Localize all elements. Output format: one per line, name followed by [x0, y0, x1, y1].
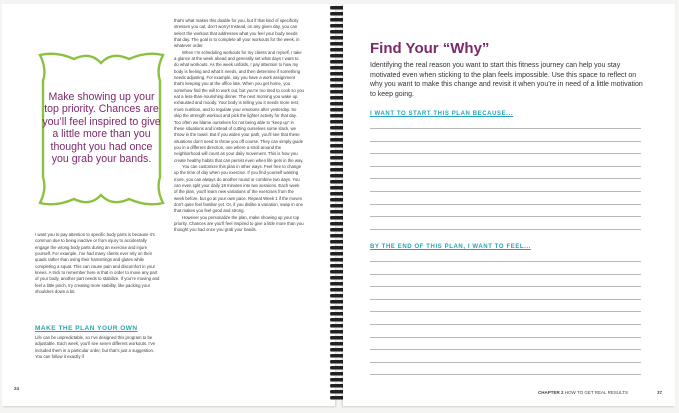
- writing-line[interactable]: [370, 153, 641, 154]
- section-heading: MAKE THE PLAN YOUR OWN: [35, 325, 138, 332]
- body-paragraph: that’s what makes this doable for you, but if that kind of specificity stresses you out, don’t worry! Instead, on any given day, you can select the workout that addresses what you feel your body needs that day. The goal is to complete all your workouts for the week, in whatever order.: [174, 18, 300, 49]
- writing-lines[interactable]: [370, 128, 641, 241]
- writing-line[interactable]: [370, 299, 641, 300]
- writing-lines[interactable]: [370, 261, 641, 387]
- intro-paragraph: Identifying the real reason you want to start this fitness journey can help you stay motivated even when sticking to the plan feels impossible. Use this space to reflect on why you want to make this change and revisit it when you’re in need of a little motivation to keep going.: [370, 62, 643, 98]
- writing-line[interactable]: [370, 311, 641, 312]
- writing-line[interactable]: [370, 128, 641, 129]
- writing-line[interactable]: [370, 274, 641, 275]
- left-page: [2, 4, 335, 406]
- footer-chapter: CHAPTER 2: [538, 390, 564, 395]
- writing-line[interactable]: [370, 261, 641, 262]
- body-paragraph: When I’m scheduling workouts for my clients and myself, I take a glance at the week ahead and generally set what days I want to do what workouts. As the week unfolds, I pay attention to how my body is feeling and what it needs, and then determine if something needs adjusting. For example, say you have a work assignment that’s keeping you at the office late. When you get home, you somehow find the will to work out, but you’re too tired to cook so you eat a less-than-nourishing dinner. The next morning you wake up exhausted and moody. Your body is telling you it needs more rest, more nutrition, and to regulate your emotions after yesterday. So skip the strength workout and pick the lighter activity for that day. Too often we blame ourselves for not being able to “keep up” in these situations and instead of cutting ourselves some slack, we throw in the towel. But if you widen your path, you’ll see that these situations don’t need to throw you off course. They can simply guide you in a different direction, one where a stroll around the neighborhood will count as your daily movement. This is how you create healthy habits that can persist even when life gets in the way.: [174, 49, 304, 163]
- writing-line[interactable]: [370, 216, 641, 217]
- body-paragraph: You can customize this plan in other ways. Feel free to change up the time of day when you exercise. If you find yourself wanting more, you can always do another round or combine two days. You can even split your daily 18 minutes into two sessions. Each week of the plan, you’ll learn new variations of the exercises from the week before, but go at your own pace. Repeat Week 1 if the moves don’t quite feel familiar yet. Or, if you dislike a variation, swap in one that makes you feel good and strong.: [174, 163, 303, 214]
- right-page: [343, 4, 675, 406]
- writing-line[interactable]: [370, 204, 641, 205]
- prompt-heading: BY THE END OF THIS PLAN, I WANT TO FEEL...: [370, 244, 531, 250]
- pull-quote-callout: [34, 49, 169, 209]
- page-number: 37: [657, 390, 663, 395]
- footer-title: HOW TO GET REAL RESULTS: [564, 390, 629, 395]
- page-number: 24: [14, 386, 20, 391]
- callout-text: Make showing up your top priority. Chances are you’ll feel inspired to give a little more than you thought you had once you grab your bands.: [42, 91, 161, 166]
- body-paragraph: Life can be unpredictable, so I’ve designed this program to be adjustable. Each week, you’ll see seven different workouts. I’ve included them in a particular order, but that’s just a suggestion. You can follow it exactly if: [35, 335, 156, 360]
- writing-line[interactable]: [370, 286, 641, 287]
- writing-line[interactable]: [370, 337, 641, 338]
- writing-line[interactable]: [370, 178, 641, 179]
- writing-line[interactable]: [370, 324, 641, 325]
- body-paragraph: However you personalize the plan, make showing up your top priority. Chances are you’ll feel inspired to give a little more than you thought you had once you grab your bands.: [174, 214, 304, 233]
- body-paragraph: I want you to pay attention to specific body parts is because it’s common due to being inactive or from injury to accidentally engage the wrong body parts during an exercise and injure yourself. For example, I’ve had many clients ever rely on their quads rather than using their hamstrings and glutes while completing a squat. This can cause pain and discomfort in your knees. A trick to remember here is that in order to move any part of your body, another part needs to stabilize. If you’re moving and feel a little pinch, try creating more stability, like packing your shoulders down a bit.: [35, 232, 160, 295]
- writing-line[interactable]: [370, 191, 641, 192]
- writing-line[interactable]: [370, 349, 641, 350]
- prompt-heading: I WANT TO START THIS PLAN BECAUSE...: [370, 111, 514, 117]
- running-footer: [538, 390, 628, 395]
- body-column: [174, 18, 304, 234]
- writing-line[interactable]: [370, 166, 641, 167]
- writing-line[interactable]: [370, 229, 641, 230]
- page-title: Find Your “Why”: [370, 40, 490, 57]
- writing-line[interactable]: [370, 141, 641, 142]
- writing-line[interactable]: [370, 374, 641, 375]
- writing-line[interactable]: [370, 362, 641, 363]
